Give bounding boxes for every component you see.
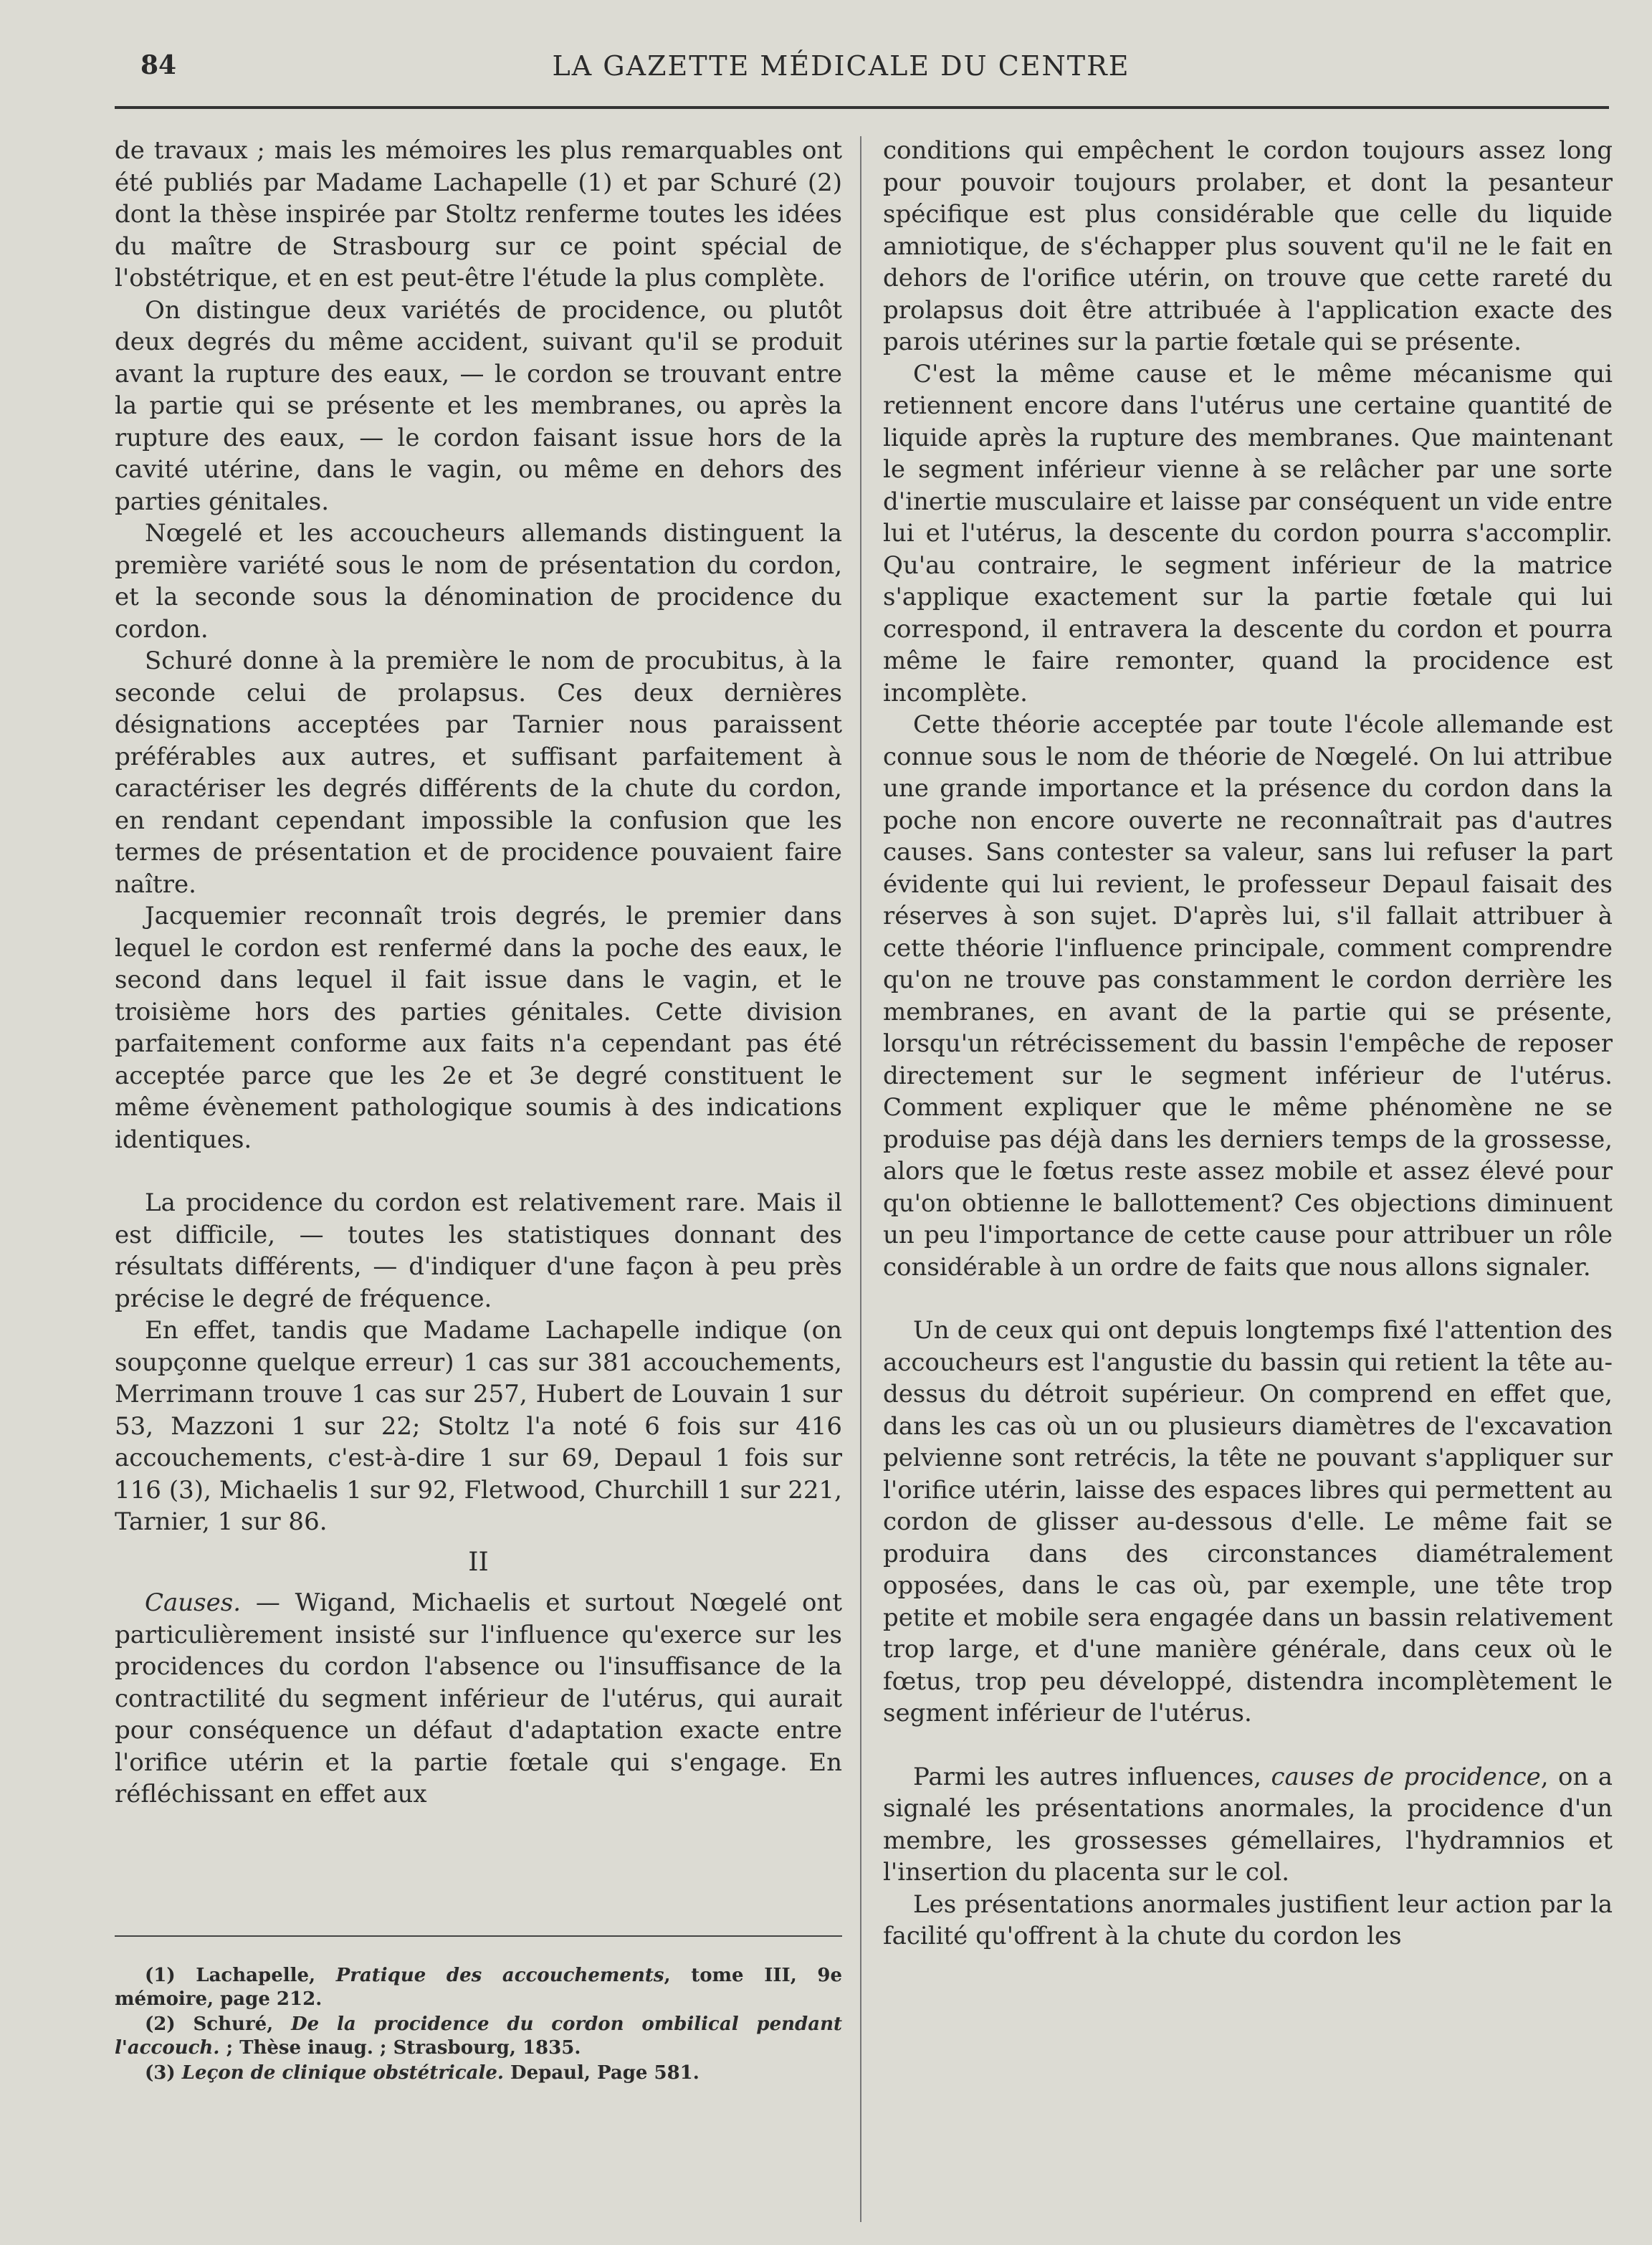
page-number: 84 — [140, 50, 177, 80]
right-column — [883, 135, 1613, 1953]
footnote-2 — [115, 2013, 842, 2060]
header-rule — [115, 106, 1609, 109]
text-span: (1) Lachapelle, — [145, 1965, 336, 1986]
paragraph: conditions qui empêchent le cordon toujours assez long pour pouvoir toujours prolaber, et dont la pesanteur spécifique est plus considérable que celle du liquide amniotique, de s'échapper plus souvent qu'il ne le fait en dehors de l'orifice utérin, on trouve que cette rareté du prolapsus doit être attribuée à l'application exacte des parois utérines sur la partie fœtale qui se présente. — [883, 136, 1613, 356]
text-span: , tome III, 9e mémoire, page 212. — [115, 1965, 842, 2010]
paragraph-causes — [115, 1587, 842, 1811]
text-span: (2) Schuré, — [145, 2013, 292, 2035]
paragraph-procidence — [883, 1761, 1613, 1889]
journal-title: LA GAZETTE MÉDICALE DU CENTRE — [552, 50, 1130, 82]
text-span: Parmi les autres influences, — [913, 1762, 1271, 1791]
spacer — [883, 1730, 1613, 1761]
paragraph: Cette théorie acceptée par toute l'école allemande est connue sous le nom de théorie de Nœgelé. On lui attribue une grande importance et la présence du cordon dans la poche non encore ouverte ne reconnaîtrait pas d'autres causes. Sans contester sa valeur, sans lui refuser la part évidente qui lui revient, le professeur Depaul faisait des réserves à son sujet. D'après lui, s'il fallait attribuer à cette théorie l'influence principale, comment comprendre qu'on ne trouve pas constamment le cordon derrière les membranes, en avant de la partie qui se présente, lorsqu'un rétrécissement du bassin l'empêche de reposer directement sur le segment inférieur de l'utérus. Comment expliquer que le même phénomène ne se produise pas déjà dans les derniers temps de la grossesse, alors que le fœtus reste assez mobile et assez élevé pour qu'on obtienne le ballottement? Ces objections diminuent un peu l'importance de cette cause pour attribuer un rôle considérable à un ordre de faits que nous allons signaler. — [883, 710, 1613, 1282]
column-divider — [860, 136, 861, 2222]
spacer — [883, 1283, 1613, 1315]
text-span: ; Thèse inaug. ; Strasbourg, 1835. — [219, 2037, 581, 2059]
paragraph: Schuré donne à la première le nom de procubitus, à la seconde celui de prolapsus. Ces deux dernières désignations acceptées par Tarnier nous paraissent préférables aux autres, et suffisant parfaitement à caractériser les degrés différents de la chute du cordon, en rendant cependant impossible la confusion que les termes de présentation et de procidence pouvaient faire naître. — [115, 647, 842, 899]
paragraph: de travaux ; mais les mémoires les plus remarquables ont été publiés par Madame Lachapelle (1) et par Schuré (2) dont la thèse inspirée par Stoltz renferme toutes les idées du maître de Strasbourg sur ce point spécial de l'obstétrique, et en est peut-être l'étude la plus complète. — [115, 136, 842, 292]
italic-term: causes de procidence — [1271, 1762, 1541, 1791]
section-number: II — [468, 1547, 489, 1577]
paragraph: En effet, tandis que Madame Lachapelle indique (on soupçonne quelque erreur) 1 cas sur 381 accouchements, Merrimann trouve 1 cas sur 257, Hubert de Louvain 1 sur 53, Mazzoni 1 sur 22; Stoltz l'a noté 6 fois sur 416 accouchements, c'est-à-dire 1 sur 69, Depaul 1 fois sur 116 (3), Michaelis 1 sur 92, Fletwood, Churchill 1 sur 221, Tarnier, 1 sur 86. — [115, 1316, 842, 1536]
footnotes — [115, 1964, 842, 2087]
paragraph: On distingue deux variétés de procidence, ou plutôt deux degrés du même accident, suivant qu'il se produit avant la rupture des eaux, — le cordon se trouvant entre la partie qui se présente et les membranes, ou après la rupture des eaux, — le cordon faisant issue hors de la cavité utérine, dans le vagin, ou même en dehors des parties génitales. — [115, 295, 842, 516]
italic-title: Leçon de clinique obstétricale. — [181, 2062, 504, 2084]
paragraph: Jacquemier reconnaît trois degrés, le premier dans lequel le cordon est renfermé dans la poche des eaux, le second dans lequel il fait issue dans le vagin, et le troisième hors des parties génitales. Cette division parfaitement conforme aux faits n'a cependant pas été acceptée parce que les 2e et 3e degré constituent le même évènement pathologique soumis à des indications identiques. — [115, 902, 842, 1154]
italic-title: Pratique des accouchements — [335, 1965, 664, 1986]
paragraph: Les présentations anormales justifient leur action par la facilité qu'offrent à la chute du cordon les — [883, 1889, 1613, 1950]
paragraph: Nœgelé et les accoucheurs allemands distinguent la première variété sous le nom de présentation du cordon, et la seconde sous la dénomination de procidence du cordon. — [115, 519, 842, 644]
footnotes-rule — [115, 1935, 842, 1937]
causes-label: Causes. — [145, 1588, 242, 1617]
paragraph: Un de ceux qui ont depuis longtemps fixé l'attention des accoucheurs est l'angustie du bassin qui retient la tête au-dessus du détroit supérieur. On comprend en effet que, dans les cas où un ou plusieurs diamètres de l'excavation pelvienne sont retrécis, la tête ne pouvant s'appliquer sur l'orifice utérin, laisse des espaces libres qui permettent au cordon de glisser au-dessous d'elle. Le même fait se produira dans des circonstances diamétralement opposées, dans le cas où, par exemple, une tête trop petite et mobile sera engagée dans un bassin relativement trop large, et d'une manière générale, dans ceux où le fœtus, trop peu développé, distendra incomplètement le segment inférieur de l'utérus. — [883, 1316, 1613, 1727]
text-span: Depaul, Page 581. — [503, 2062, 700, 2084]
text-span: (3) — [145, 2062, 182, 2084]
spacer — [115, 1155, 842, 1187]
italic-title: De la procidence du cordon ombilical pendant l'accouch. — [115, 2013, 842, 2059]
text-span: , on a signalé les présentations anormales, la procidence d'un membre, les grossesses gémellaires, l'hydramnios et l'insertion du placenta sur le col. — [883, 1762, 1613, 1887]
page-header — [140, 50, 1542, 100]
left-column — [115, 135, 842, 1811]
causes-text: — Wigand, Michaelis et surtout Nœgelé ont particulièrement insisté sur l'influence qu'exerce sur les procidences du cordon l'absence ou l'insuffisance de la contractilité du segment inférieur de l'utérus, qui aurait pour conséquence un défaut d'adaptation exacte entre l'orifice utérin et la partie fœtale qui s'engage. En réfléchissant en effet aux — [115, 1588, 842, 1808]
paragraph: C'est la même cause et le même mécanisme qui retiennent encore dans l'utérus une certaine quantité de liquide après la rupture des membranes. Que maintenant le segment inférieur vienne à se relâcher par une sorte d'inertie musculaire et laisse par conséquent un vide entre lui et l'utérus, la descente du cordon pourra s'accomplir. Qu'au contraire, le segment inférieur de la matrice s'applique exactement sur la partie fœtale qui lui correspond, il entravera la descente du cordon et pourra même le faire remonter, quand la procidence est incomplète. — [883, 359, 1613, 707]
footnote-3 — [115, 2062, 842, 2085]
footnote-1 — [115, 1964, 842, 2011]
paragraph: La procidence du cordon est relativement rare. Mais il est difficile, — toutes les statistiques donnant des résultats différents, — d'indiquer d'une façon à peu près précise le degré de fréquence. — [115, 1188, 842, 1313]
